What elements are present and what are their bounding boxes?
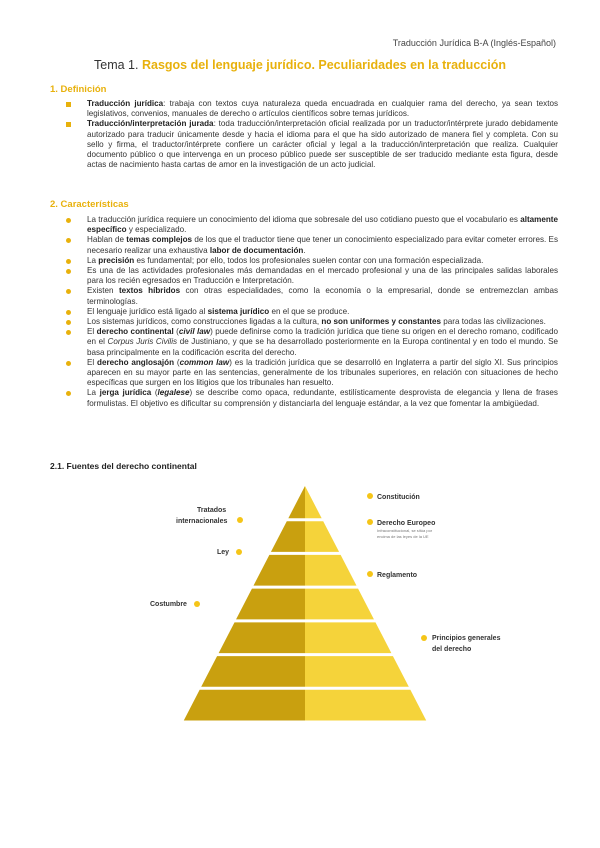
section-heading-caracteristicas: 2. Características <box>50 199 129 210</box>
bullet-circle-icon <box>66 320 71 325</box>
list-item: Los sistemas jurídicos, como construcciones ligadas a la cultura, no son uniformes y constantes para todas las civilizaciones. <box>66 317 558 327</box>
dot-constitucion <box>367 493 373 499</box>
bullet-circle-icon <box>66 310 71 315</box>
bullet-circle-icon <box>66 391 71 396</box>
list-item: Traducción/interpretación jurada: toda traducción/interpretación oficial realizada por un traductor/intérprete jurado debidamente autorizado para traducir únicamente desde y hacia el idioma para el que ha sido autorizado de manera fiel y completa. Con su sello y firma, el traductor/intérprete confiere un carácter oficial y legal a la traducción/interpretación que realiza. Cualquier documento público o que intervenga en un proceso público puede ser susceptible de ser traducido mediante esta figura, desde actas de nacimiento hasta cartas de amor en la investigación de un acto judicial. <box>66 119 558 170</box>
bullet-circle-icon <box>66 218 71 223</box>
list-item: La precisión es fundamental; por ello, todos los profesionales suelen contar con una formación especializada. <box>66 256 558 266</box>
section-heading-definicion: 1. Definición <box>50 84 107 95</box>
dot-principios <box>421 635 427 641</box>
label-reglamento: Reglamento <box>377 572 418 579</box>
pyramid-layer-left <box>288 486 305 518</box>
bullet-circle-icon <box>66 238 71 243</box>
pyramid-layer-right <box>305 656 409 687</box>
label-principios-line1: Principios generales <box>432 635 501 642</box>
desc-derecho-europeo-1: Infraconstitucional, se sitúa por <box>377 528 433 533</box>
pyramid-layer-left <box>253 555 305 586</box>
label-constitucion: Constitución <box>377 494 420 501</box>
pyramid-layer-left <box>236 589 305 620</box>
document-header: Traducción Jurídica B-A (Inglés-Español) <box>392 38 556 48</box>
pyramid-layer-left <box>219 622 305 653</box>
label-tratados-line2: internacionales <box>176 518 228 525</box>
label-ley: Ley <box>217 549 230 556</box>
list-item: El derecho continental (civil law) puede definirse como la tradición jurídica que tiene su origen en el derecho romano, codificado en el Corpus Juris Civilis de Justiniano, y que se ha desarrollado posteriormente en la Europa continental y en todo el mundo. Se basa principalmente en la codificación escrita del derecho. <box>66 327 558 358</box>
pyramid-layer-right <box>305 486 322 518</box>
bullet-circle-icon <box>66 330 71 335</box>
pyramid-layer-right <box>305 690 426 721</box>
list-item: El derecho anglosajón (common law) es la tradición jurídica que se desarrolló en Inglaterra a partir del siglo XI. Sus principios aparecen en su mayor parte en las sentencias, generalmente de los tribunales superiores, en relación con situaciones de hecho específicas que surgen en los litigios que los tribunales han resuelto. <box>66 358 558 389</box>
title-prefix: Tema 1. <box>94 58 139 72</box>
label-costumbre: Costumbre <box>150 601 187 608</box>
pyramid-layer-left <box>184 690 305 721</box>
pyramid-diagram <box>0 478 600 738</box>
label-principios-line2: del derecho <box>432 646 472 653</box>
list-item: Hablan de temas complejos de los que el traductor tiene que tener un conocimiento especializado para evitar cometer errores. Es necesario realizar una exhaustiva labor de documentación. <box>66 235 558 255</box>
desc-derecho-europeo-2: encima de las leyes de la UE <box>377 534 429 539</box>
list-item: La traducción jurídica requiere un conocimiento del idioma que sobresale del uso cotidiano puesto que el vocabulario es altamente específico y especializado. <box>66 215 558 235</box>
bullet-circle-icon <box>66 269 71 274</box>
list-item: Traducción jurídica: trabaja con textos cuya naturaleza queda encuadrada en cualquier rama del derecho, ya sean textos legislativos, convenios, manuales de derecho o artículos científicos sobre temas jurídicos. <box>66 99 558 119</box>
bullet-square-icon <box>66 102 71 107</box>
dot-reglamento <box>367 571 373 577</box>
label-derecho-europeo: Derecho Europeo <box>377 520 436 527</box>
title-main: Rasgos del lenguaje jurídico. Peculiaridades en la traducción <box>141 58 506 72</box>
pyramid-layer-right <box>305 555 357 586</box>
definition-list <box>66 99 558 170</box>
bullet-circle-icon <box>66 361 71 366</box>
characteristics-list <box>66 215 558 409</box>
dot-ley <box>236 549 242 555</box>
label-tratados-line1: Tratados <box>197 507 227 514</box>
pyramid-layer-right <box>305 521 339 552</box>
list-item: El lenguaje jurídico está ligado al sistema jurídico en el que se produce. <box>66 307 558 317</box>
page-title <box>0 58 600 72</box>
pyramid-layer-left <box>201 656 305 687</box>
dot-costumbre <box>194 601 200 607</box>
list-item: La jerga jurídica (legalese) se describe como opaca, redundante, estilísticamente desprovista de elegancia y llena de frases formulistas. El objetivo es dificultar su comprensión y distanciarla del lenguaje estándar, a la vez que fomentar la ambigüedad. <box>66 388 558 408</box>
pyramid-layer-right <box>305 589 374 620</box>
bullet-circle-icon <box>66 289 71 294</box>
list-item: Existen textos híbridos con otras especialidades, como la economía o la empresarial, donde se entremezclan ambas terminologías. <box>66 286 558 306</box>
list-item: Es una de las actividades profesionales más demandadas en el mercado profesional y una de las principales salidas laborales para los recién egresados en Traducción e Interpretación. <box>66 266 558 286</box>
bullet-square-icon <box>66 122 71 127</box>
bullet-circle-icon <box>66 259 71 264</box>
dot-derecho-europeo <box>367 519 373 525</box>
subsection-heading: 2.1. Fuentes del derecho continental <box>50 461 197 471</box>
pyramid-layer-right <box>305 622 391 653</box>
pyramid-layer-left <box>271 521 305 552</box>
dot-tratados <box>237 517 243 523</box>
